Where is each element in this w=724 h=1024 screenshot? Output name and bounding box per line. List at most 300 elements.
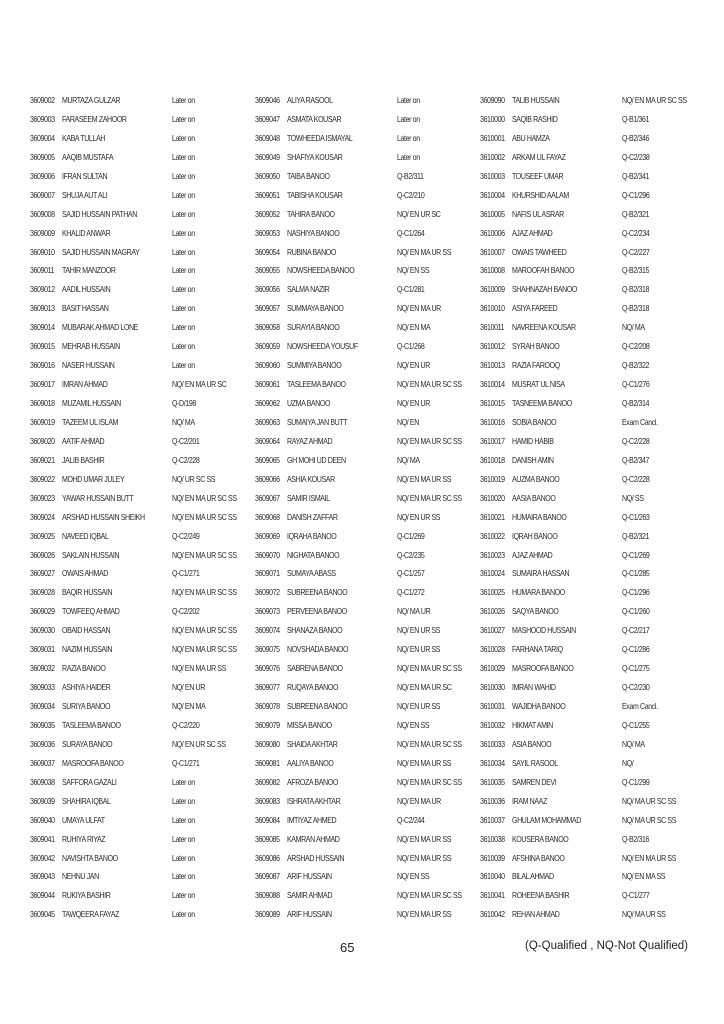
- table-row: [255, 473, 480, 492]
- candidate-name: AADIL HUSSAIN: [62, 285, 111, 295]
- candidate-name: NASER HUSSAIN: [62, 361, 115, 371]
- candidate-name: HAMID HABIB: [512, 436, 554, 446]
- roll-number: 3610010: [480, 304, 505, 314]
- candidate-name: NAVEED IQBAL: [62, 531, 109, 541]
- roll-number: 3609008: [30, 209, 55, 219]
- table-row: [480, 113, 705, 132]
- table-row: [480, 378, 705, 397]
- table-row: [255, 852, 480, 871]
- result-status: NQ/ EN MA UR SC SS: [397, 777, 462, 787]
- roll-number: 3609040: [30, 815, 55, 825]
- roll-number: 3609023: [30, 493, 55, 503]
- table-row: [480, 757, 705, 776]
- result-status: NQ/ EN SS: [397, 720, 430, 730]
- result-status: Later on: [172, 209, 195, 219]
- result-status: Q-C2/249: [172, 531, 200, 541]
- table-row: [480, 302, 705, 321]
- result-status: Q-C1/268: [397, 342, 425, 352]
- result-status: NQ/ MA: [397, 455, 420, 465]
- candidate-name: TOUSEEF UMAR: [512, 171, 564, 181]
- roll-number: 3609073: [255, 607, 280, 617]
- candidate-name: AFSHINA BANOO: [512, 853, 565, 863]
- result-status: Q-D/198: [172, 399, 196, 408]
- result-status: Exam Cancl.: [622, 702, 658, 711]
- table-row: [255, 681, 480, 700]
- candidate-name: ASIA BANOO: [512, 739, 552, 749]
- candidate-name: AASIA BANOO: [512, 493, 556, 503]
- candidate-name: RUBINA BANOO: [287, 247, 336, 257]
- roll-number: 3609080: [255, 739, 280, 749]
- result-status: Later on: [172, 815, 195, 825]
- roll-number: 3610031: [480, 702, 505, 711]
- table-row: [255, 511, 480, 530]
- table-row: [480, 681, 705, 700]
- result-status: NQ/ EN UR SS: [397, 626, 441, 636]
- roll-number: 3609032: [30, 664, 55, 674]
- table-row: [30, 586, 255, 605]
- result-status: Later on: [397, 114, 420, 124]
- table-row: [30, 870, 255, 889]
- table-row: [30, 189, 255, 208]
- table-row: [30, 113, 255, 132]
- roll-number: 3609064: [255, 436, 280, 446]
- candidate-name: ARSHAD HUSSAIN: [287, 853, 345, 863]
- table-row: [30, 132, 255, 151]
- roll-number: 3609077: [255, 683, 280, 693]
- result-status: Q-C1/277: [622, 891, 650, 901]
- table-row: [255, 530, 480, 549]
- result-status: Later on: [172, 304, 195, 314]
- table-row: [255, 738, 480, 757]
- candidate-name: AATIF AHMAD: [62, 436, 105, 446]
- table-row: [255, 662, 480, 681]
- result-status: Later on: [172, 834, 195, 844]
- result-status: NQ/ EN MA UR SC SS: [172, 588, 237, 598]
- table-row: [480, 321, 705, 340]
- candidate-name: ASMATA KOUSAR: [287, 114, 342, 124]
- table-row: [480, 151, 705, 170]
- result-status: Later on: [172, 114, 195, 124]
- candidate-name: ASHIYA HAIDER: [62, 683, 111, 693]
- candidate-name: ASHIA KOUSAR: [287, 474, 335, 484]
- candidate-name: TAHIRA BANOO: [287, 209, 335, 219]
- table-row: [255, 302, 480, 321]
- table-row: [255, 454, 480, 473]
- result-status: NQ/ EN MA UR SC: [397, 683, 452, 693]
- candidate-name: SABRENA BANOO: [287, 664, 343, 674]
- table-row: [480, 662, 705, 681]
- roll-number: 3610003: [480, 171, 505, 181]
- roll-number: 3609002: [30, 96, 55, 105]
- candidate-name: TAWQEERA FAYAZ: [62, 910, 119, 920]
- roll-number: 3610040: [480, 872, 505, 882]
- candidate-name: MURTAZA GULZAR: [62, 96, 121, 105]
- candidate-name: DANISH ZAFFAR: [287, 512, 338, 522]
- candidate-name: TASLEEMA BANOO: [62, 720, 121, 730]
- result-status: Q-C1/269: [397, 531, 425, 541]
- result-status: Q-C1/275: [622, 664, 650, 674]
- result-status: NQ/: [622, 758, 634, 768]
- result-status: Q-B2/321: [622, 209, 650, 219]
- candidate-name: OBAID HASSAN: [62, 626, 111, 636]
- candidate-name: IRAM NAAZ: [512, 796, 547, 806]
- candidate-name: SAMREN DEVI: [512, 777, 557, 787]
- roll-number: 3610029: [480, 664, 505, 674]
- candidate-name: PERVEENA BANOO: [287, 607, 347, 617]
- table-row: [480, 340, 705, 359]
- result-status: Q-B2/341: [622, 171, 650, 181]
- roll-number: 3609075: [255, 645, 280, 655]
- candidate-name: KHURSHID AALAM: [512, 190, 569, 200]
- table-row: [255, 208, 480, 227]
- roll-number: 3609044: [30, 891, 55, 901]
- candidate-name: GHULAM MOHAMMAD: [512, 815, 581, 825]
- candidate-name: KHALID ANWAR: [62, 228, 111, 238]
- roll-number: 3610014: [480, 380, 505, 390]
- candidate-name: MEHRAB HUSSAIN: [62, 342, 120, 352]
- result-status: NQ/ EN MA UR SS: [397, 834, 452, 844]
- roll-number: 3610015: [480, 399, 505, 408]
- roll-number: 3609051: [255, 190, 280, 200]
- result-status: NQ/ EN UR SC: [397, 209, 441, 219]
- table-row: [30, 397, 255, 416]
- result-status: Later on: [172, 342, 195, 352]
- roll-number: 3609048: [255, 133, 280, 143]
- candidate-name: RUQAYA BANOO: [287, 683, 339, 693]
- table-row: [30, 624, 255, 643]
- candidate-name: TOWFEEQ AHMAD: [62, 607, 120, 617]
- roll-number: 3610000: [480, 114, 505, 124]
- table-row: [30, 492, 255, 511]
- result-status: Q-B2/318: [622, 304, 650, 314]
- table-row: [30, 340, 255, 359]
- table-row: [480, 132, 705, 151]
- candidate-name: DANISH AMIN: [512, 455, 554, 465]
- roll-number: 3610039: [480, 853, 505, 863]
- roll-number: 3610036: [480, 796, 505, 806]
- roll-number: 3609071: [255, 569, 280, 579]
- result-status: Q-C2/201: [172, 436, 200, 446]
- roll-number: 3609045: [30, 910, 55, 920]
- candidate-name: SHANAZA BANOO: [287, 626, 343, 636]
- candidate-name: TASLEEMA BANOO: [287, 380, 346, 390]
- results-column-3: [480, 94, 705, 927]
- roll-number: 3609061: [255, 380, 280, 390]
- roll-number: 3609057: [255, 304, 280, 314]
- candidate-name: IQRAH BANOO: [512, 531, 558, 541]
- candidate-name: ASIYA FAREED: [512, 304, 558, 314]
- table-row: [255, 435, 480, 454]
- result-status: Q-C1/269: [622, 550, 650, 560]
- table-row: [30, 454, 255, 473]
- roll-number: 3609082: [255, 777, 280, 787]
- table-row: [480, 776, 705, 795]
- roll-number: 3609039: [30, 796, 55, 806]
- roll-number: 3609085: [255, 834, 280, 844]
- table-row: [30, 795, 255, 814]
- result-status: NQ/ EN MA UR SS: [397, 853, 452, 863]
- roll-number: 3609026: [30, 550, 55, 560]
- result-status: Later on: [172, 190, 195, 200]
- roll-number: 3610006: [480, 228, 505, 238]
- candidate-name: RUKIYA BASHIR: [62, 891, 111, 901]
- result-status: Q-C1/257: [397, 569, 425, 579]
- roll-number: 3609052: [255, 209, 280, 219]
- roll-number: 3610037: [480, 815, 505, 825]
- table-row: [30, 378, 255, 397]
- candidate-name: ARIF HUSSAIN: [287, 872, 332, 882]
- candidate-name: ABU HAMZA: [512, 133, 550, 143]
- table-row: [30, 227, 255, 246]
- result-status: Later on: [172, 853, 195, 863]
- table-row: [30, 567, 255, 586]
- roll-number: 3609029: [30, 607, 55, 617]
- table-row: [255, 359, 480, 378]
- result-status: NQ/ EN MA: [172, 702, 206, 711]
- result-status: Later on: [172, 361, 195, 371]
- table-row: [30, 151, 255, 170]
- result-status: Later on: [397, 96, 420, 105]
- candidate-name: AFROZA BANOO: [287, 777, 338, 787]
- result-status: Later on: [172, 872, 195, 882]
- candidate-name: SAQYA BANOO: [512, 607, 559, 617]
- roll-number: 3610038: [480, 834, 505, 844]
- table-row: [255, 833, 480, 852]
- result-status: Q-B2/347: [622, 455, 650, 465]
- candidate-name: SAJID HUSSAIN MAGRAY: [62, 247, 140, 257]
- candidate-name: SUMAIRA HASSAN: [512, 569, 570, 579]
- result-status: Later on: [172, 133, 195, 143]
- result-status: NQ/ EN MA UR: [397, 304, 441, 314]
- result-status: NQ/ EN UR: [172, 683, 205, 693]
- roll-number: 3609060: [255, 361, 280, 371]
- candidate-name: SURAYA BANOO: [62, 739, 113, 749]
- roll-number: 3609054: [255, 247, 280, 257]
- table-row: [255, 643, 480, 662]
- roll-number: 3609055: [255, 266, 280, 276]
- result-status: Q-C2/230: [622, 683, 650, 693]
- roll-number: 3609084: [255, 815, 280, 825]
- result-status: Later on: [172, 285, 195, 295]
- candidate-name: SAYIL RASOOL: [512, 758, 558, 768]
- roll-number: 3609005: [30, 152, 55, 162]
- roll-number: 3610002: [480, 152, 505, 162]
- candidate-name: AAQIB MUSTAFA: [62, 152, 114, 162]
- roll-number: 3609018: [30, 399, 55, 408]
- roll-number: 3609047: [255, 114, 280, 124]
- table-row: [30, 246, 255, 265]
- table-row: [30, 643, 255, 662]
- table-row: [480, 795, 705, 814]
- candidate-name: SURAYIA BANOO: [287, 323, 340, 333]
- table-row: [255, 113, 480, 132]
- roll-number: 3609090: [480, 96, 505, 105]
- roll-number: 3610013: [480, 361, 505, 371]
- candidate-name: SHUJA AUT ALI: [62, 190, 108, 200]
- table-row: [480, 567, 705, 586]
- candidate-name: NAZIM HUSSAIN: [62, 645, 113, 655]
- table-row: [255, 416, 480, 435]
- table-row: [255, 170, 480, 189]
- result-status: NQ/ MA UR SS: [622, 910, 666, 920]
- result-status: NQ/ MA UR: [397, 607, 431, 617]
- roll-number: 3610012: [480, 342, 505, 352]
- table-row: [480, 738, 705, 757]
- table-row: [30, 302, 255, 321]
- roll-number: 3610016: [480, 417, 505, 427]
- roll-number: 3609020: [30, 436, 55, 446]
- candidate-name: AALIYA BANOO: [287, 758, 334, 768]
- candidate-name: MISSA BANOO: [287, 720, 332, 730]
- table-row: [255, 283, 480, 302]
- candidate-name: SUMAIYA JAN BUTT: [287, 417, 348, 427]
- roll-number: 3609059: [255, 342, 280, 352]
- result-status: NQ/ EN: [397, 417, 419, 427]
- roll-number: 3609049: [255, 152, 280, 162]
- roll-number: 3609013: [30, 304, 55, 314]
- candidate-name: SHAIDA AKHTAR: [287, 739, 338, 749]
- roll-number: 3609028: [30, 588, 55, 598]
- result-status: NQ/ MA: [622, 323, 645, 333]
- result-status: Q-B2/316: [622, 834, 650, 844]
- result-status: Later on: [172, 171, 195, 181]
- candidate-name: AJAZ AHMAD: [512, 228, 553, 238]
- legend-note: (Q-Qualified , NQ-Not Qualified): [525, 940, 688, 952]
- table-row: [255, 908, 480, 927]
- candidate-name: TASNEEMA BANOO: [512, 399, 572, 408]
- result-status: NQ/ EN MA SS: [622, 872, 666, 882]
- table-row: [255, 757, 480, 776]
- candidate-name: IMRAN WAHID: [512, 683, 556, 693]
- result-status: Q-C2/228: [622, 474, 650, 484]
- roll-number: 3610021: [480, 512, 505, 522]
- table-row: [480, 643, 705, 662]
- result-status: Q-C2/228: [172, 455, 200, 465]
- result-status: NQ/ MA UR SC SS: [622, 815, 677, 825]
- candidate-name: NAFIS UL ASRAR: [512, 209, 564, 219]
- roll-number: 3609021: [30, 455, 55, 465]
- roll-number: 3610020: [480, 493, 505, 503]
- roll-number: 3609015: [30, 342, 55, 352]
- result-status: Exam Cancl.: [622, 417, 658, 427]
- candidate-name: SAMIR ISMAIL: [287, 493, 330, 503]
- table-row: [480, 473, 705, 492]
- candidate-name: TALIB HUSSAIN: [512, 96, 560, 105]
- roll-number: 3609041: [30, 834, 55, 844]
- candidate-name: ARKAM UL FAYAZ: [512, 152, 566, 162]
- result-status: Later on: [172, 266, 195, 276]
- roll-number: 3609004: [30, 133, 55, 143]
- table-row: [30, 605, 255, 624]
- result-status: NQ/ EN MA UR SC SS: [397, 891, 462, 901]
- result-status: Q-C1/296: [622, 190, 650, 200]
- candidate-name: WAJIDHA BANOO: [512, 702, 566, 711]
- candidate-name: UMAYA ULFAT: [62, 815, 105, 825]
- roll-number: 3609034: [30, 702, 55, 711]
- table-row: [255, 624, 480, 643]
- table-row: [255, 776, 480, 795]
- candidate-name: RAZIA FAROOQ: [512, 361, 560, 371]
- roll-number: 3610042: [480, 910, 505, 920]
- roll-number: 3609072: [255, 588, 280, 598]
- candidate-name: OWAIS TAWHEED: [512, 247, 567, 257]
- table-row: [30, 889, 255, 908]
- roll-number: 3609074: [255, 626, 280, 636]
- candidate-name: ALIYA RASOOL: [287, 96, 333, 105]
- result-status: Q-C2/227: [622, 247, 650, 257]
- roll-number: 3609056: [255, 285, 280, 295]
- candidate-name: KOUSERA BANOO: [512, 834, 569, 844]
- result-status: Q-B2/314: [622, 399, 650, 408]
- roll-number: 3609016: [30, 361, 55, 371]
- result-status: Later on: [172, 152, 195, 162]
- roll-number: 3610035: [480, 777, 505, 787]
- result-status: NQ/ EN SS: [397, 266, 430, 276]
- candidate-name: BAQIR HUSSAIN: [62, 588, 113, 598]
- table-row: [30, 719, 255, 738]
- roll-number: 3610011: [480, 323, 505, 333]
- result-status: Q-C2/208: [622, 342, 650, 352]
- candidate-name: SURIYA BANOO: [62, 702, 111, 711]
- table-row: [255, 719, 480, 738]
- result-status: NQ/ EN MA UR SC SS: [622, 96, 687, 105]
- result-status: NQ/ EN MA UR SC: [172, 380, 227, 390]
- result-status: NQ/ EN MA UR: [397, 796, 441, 806]
- candidate-name: NAVREENA KOUSAR: [512, 323, 576, 333]
- table-row: [255, 378, 480, 397]
- roll-number: 3609088: [255, 891, 280, 901]
- table-row: [255, 246, 480, 265]
- candidate-name: MASROOFA BANOO: [512, 664, 574, 674]
- table-row: [480, 530, 705, 549]
- result-status: NQ/ EN MA UR SC SS: [397, 493, 462, 503]
- candidate-name: SALMA NAZIR: [287, 285, 330, 295]
- result-status: NQ/ EN UR SC SS: [172, 739, 226, 749]
- table-row: [480, 814, 705, 833]
- table-row: [480, 283, 705, 302]
- table-row: [30, 738, 255, 757]
- result-status: Q-C1/271: [172, 758, 200, 768]
- table-row: [255, 795, 480, 814]
- candidate-name: SOBIA BANOO: [512, 417, 557, 427]
- result-status: Later on: [172, 891, 195, 901]
- roll-number: 3609076: [255, 664, 280, 674]
- roll-number: 3610019: [480, 474, 505, 484]
- roll-number: 3609050: [255, 171, 280, 181]
- candidate-name: RAYAZ AHMAD: [287, 436, 333, 446]
- table-row: [480, 227, 705, 246]
- candidate-name: TAHIR MANZOOR: [62, 266, 116, 276]
- candidate-name: SHAHNAZAH BANOO: [512, 285, 578, 295]
- candidate-name: KABA TULLAH: [62, 133, 105, 143]
- candidate-name: SUMAYA ABASS: [287, 569, 336, 579]
- result-status: Q-C1/260: [622, 607, 650, 617]
- candidate-name: ARSHAD HUSSAIN SHEIKH: [62, 512, 145, 522]
- roll-number: 3609066: [255, 474, 280, 484]
- table-row: [30, 681, 255, 700]
- table-row: [30, 94, 255, 113]
- table-row: [255, 586, 480, 605]
- table-row: [480, 94, 705, 113]
- candidate-name: MOHD UMAR JULEY: [62, 474, 125, 484]
- candidate-name: MUBARAK AHMAD LONE: [62, 323, 138, 333]
- candidate-name: SHAFIYA KOUSAR: [287, 152, 343, 162]
- table-row: [30, 208, 255, 227]
- table-row: [255, 321, 480, 340]
- roll-number: 3610027: [480, 626, 505, 636]
- result-status: NQ/ EN MA UR SC SS: [172, 550, 237, 560]
- candidate-name: IQRAHA BANOO: [287, 531, 337, 541]
